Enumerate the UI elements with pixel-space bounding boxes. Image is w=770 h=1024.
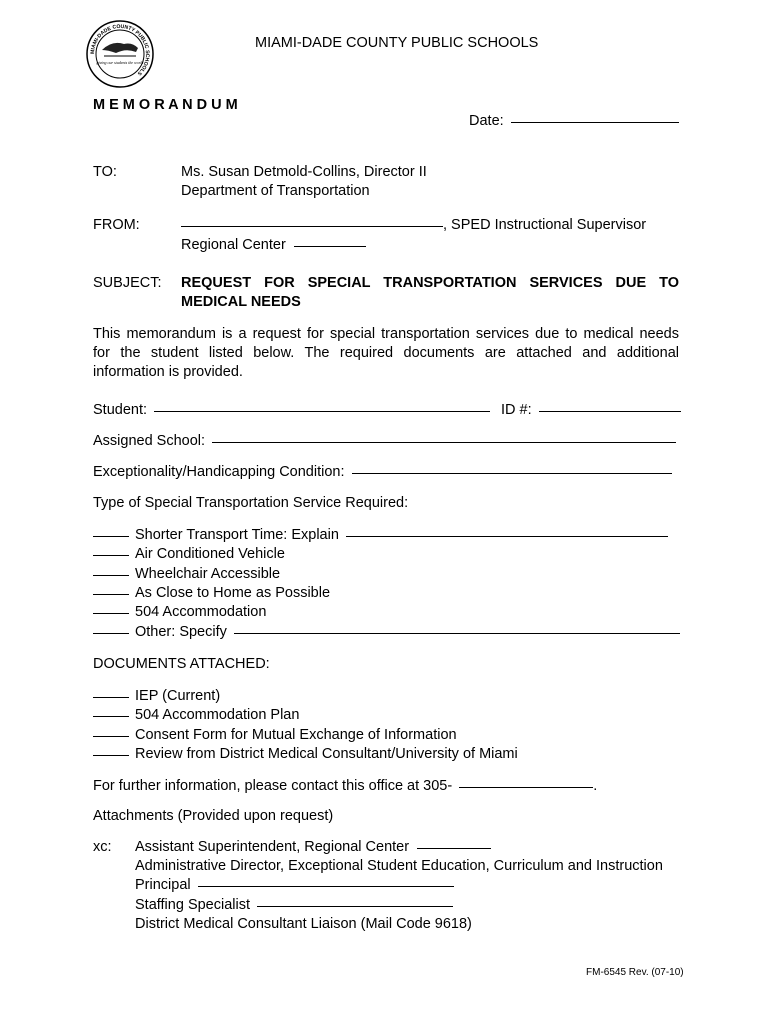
regional-center-row [181, 237, 366, 253]
exceptionality-row [93, 464, 672, 480]
document-label: IEP (Current) [135, 688, 221, 704]
id-row [501, 402, 681, 418]
xc-row [135, 839, 491, 855]
contact-period: . [593, 778, 598, 794]
school-district-seal-logo [86, 20, 154, 88]
date-label: Date: [469, 113, 504, 129]
service-checkbox-line[interactable] [93, 613, 129, 614]
intro-line-2: for the student listed below. The required documents are attached and additional [93, 345, 679, 361]
id-field[interactable] [539, 411, 681, 412]
service-label: Shorter Transport Time: Explain [135, 527, 339, 543]
exceptionality-field[interactable] [352, 473, 672, 474]
service-row [93, 546, 285, 562]
document-row [93, 746, 518, 762]
service-type-label: Type of Special Transportation Service Required: [93, 495, 409, 511]
contact-phone-field[interactable] [459, 787, 593, 788]
intro-line-3: information is provided. [93, 364, 243, 380]
xc-item: Administrative Director, Exceptional Student Education, Curriculum and Instruction [135, 858, 663, 874]
service-specify-field[interactable] [234, 633, 680, 634]
memo-title: M E M O R A N D U M [93, 97, 238, 113]
xc-item: District Medical Consultant Liaison (Mail Code 9618) [135, 916, 472, 932]
document-label: 504 Accommodation Plan [135, 707, 300, 723]
contact-row [93, 778, 597, 794]
form-number: FM-6545 Rev. (07-10) [586, 967, 684, 978]
service-checkbox-line[interactable] [93, 555, 129, 556]
assigned-school-row [93, 433, 676, 449]
xc-item: Staffing Specialist [135, 897, 250, 913]
logo-ring-text: MIAMI-DADE COUNTY PUBLIC SCHOOLS [89, 23, 151, 77]
subject-line-1: REQUEST FOR SPECIAL TRANSPORTATION SERVICES DUE TO [181, 275, 679, 291]
service-label: Other: Specify [135, 624, 227, 640]
service-label: 504 Accommodation [135, 604, 267, 620]
service-label: Wheelchair Accessible [135, 566, 281, 582]
xc-row [135, 877, 454, 893]
document-checkbox-line[interactable] [93, 697, 129, 698]
service-checkbox-line[interactable] [93, 536, 129, 537]
service-checkbox-line[interactable] [93, 575, 129, 576]
service-row [93, 604, 266, 620]
service-explain-field[interactable] [346, 536, 668, 537]
regional-center-label: Regional Center [181, 237, 286, 253]
service-row [93, 566, 280, 582]
document-row [93, 707, 299, 723]
document-checkbox-line[interactable] [93, 736, 129, 737]
service-row [93, 624, 680, 640]
intro-line-1: This memorandum is a request for special transportation services due to medical needs [93, 326, 679, 342]
document-label: Consent Form for Mutual Exchange of Information [135, 727, 457, 743]
service-row [93, 585, 330, 601]
document-checkbox-line[interactable] [93, 755, 129, 756]
xc-regional-center-field[interactable] [417, 848, 491, 849]
to-line-1: Ms. Susan Detmold-Collins, Director II [181, 164, 427, 180]
service-checkbox-line[interactable] [93, 594, 129, 595]
xc-row [135, 897, 453, 913]
subject-line-2: MEDICAL NEEDS [181, 294, 301, 310]
xc-item: Assistant Superintendent, Regional Center [135, 839, 410, 855]
from-row [181, 217, 646, 233]
documents-heading: DOCUMENTS ATTACHED: [93, 656, 270, 672]
date-row [469, 113, 679, 129]
student-field[interactable] [154, 411, 490, 412]
xc-item: Principal [135, 877, 191, 893]
exceptionality-label: Exceptionality/Handicapping Condition: [93, 464, 345, 480]
regional-center-field[interactable] [294, 246, 366, 247]
xc-label: xc: [93, 839, 112, 855]
xc-staffing-field[interactable] [257, 906, 453, 907]
from-label: FROM: [93, 217, 140, 233]
service-label: As Close to Home as Possible [135, 585, 331, 601]
assigned-school-field[interactable] [212, 442, 676, 443]
service-row [93, 527, 668, 543]
attachments-note: Attachments (Provided upon request) [93, 808, 334, 824]
contact-text: For further information, please contact this office at 305- [93, 778, 453, 794]
document-row [93, 688, 220, 704]
date-field[interactable] [511, 122, 679, 123]
student-row [93, 402, 490, 418]
document-label: Review from District Medical Consultant/University of Miami [135, 746, 518, 762]
from-name-field[interactable] [181, 226, 443, 227]
to-label: TO: [93, 164, 117, 180]
id-label: ID #: [501, 402, 532, 418]
logo-inner-text: giving our students the world [96, 60, 144, 65]
subject-label: SUBJECT: [93, 275, 162, 291]
document-checkbox-line[interactable] [93, 716, 129, 717]
assigned-school-label: Assigned School: [93, 433, 206, 449]
student-label: Student: [93, 402, 148, 418]
xc-principal-field[interactable] [198, 886, 454, 887]
service-label: Air Conditioned Vehicle [135, 546, 285, 562]
to-line-2: Department of Transportation [181, 183, 370, 199]
service-checkbox-line[interactable] [93, 633, 129, 634]
from-suffix: , SPED Instructional Supervisor [443, 217, 647, 233]
organization-name: MIAMI-DADE COUNTY PUBLIC SCHOOLS [255, 35, 539, 51]
document-row [93, 727, 457, 743]
